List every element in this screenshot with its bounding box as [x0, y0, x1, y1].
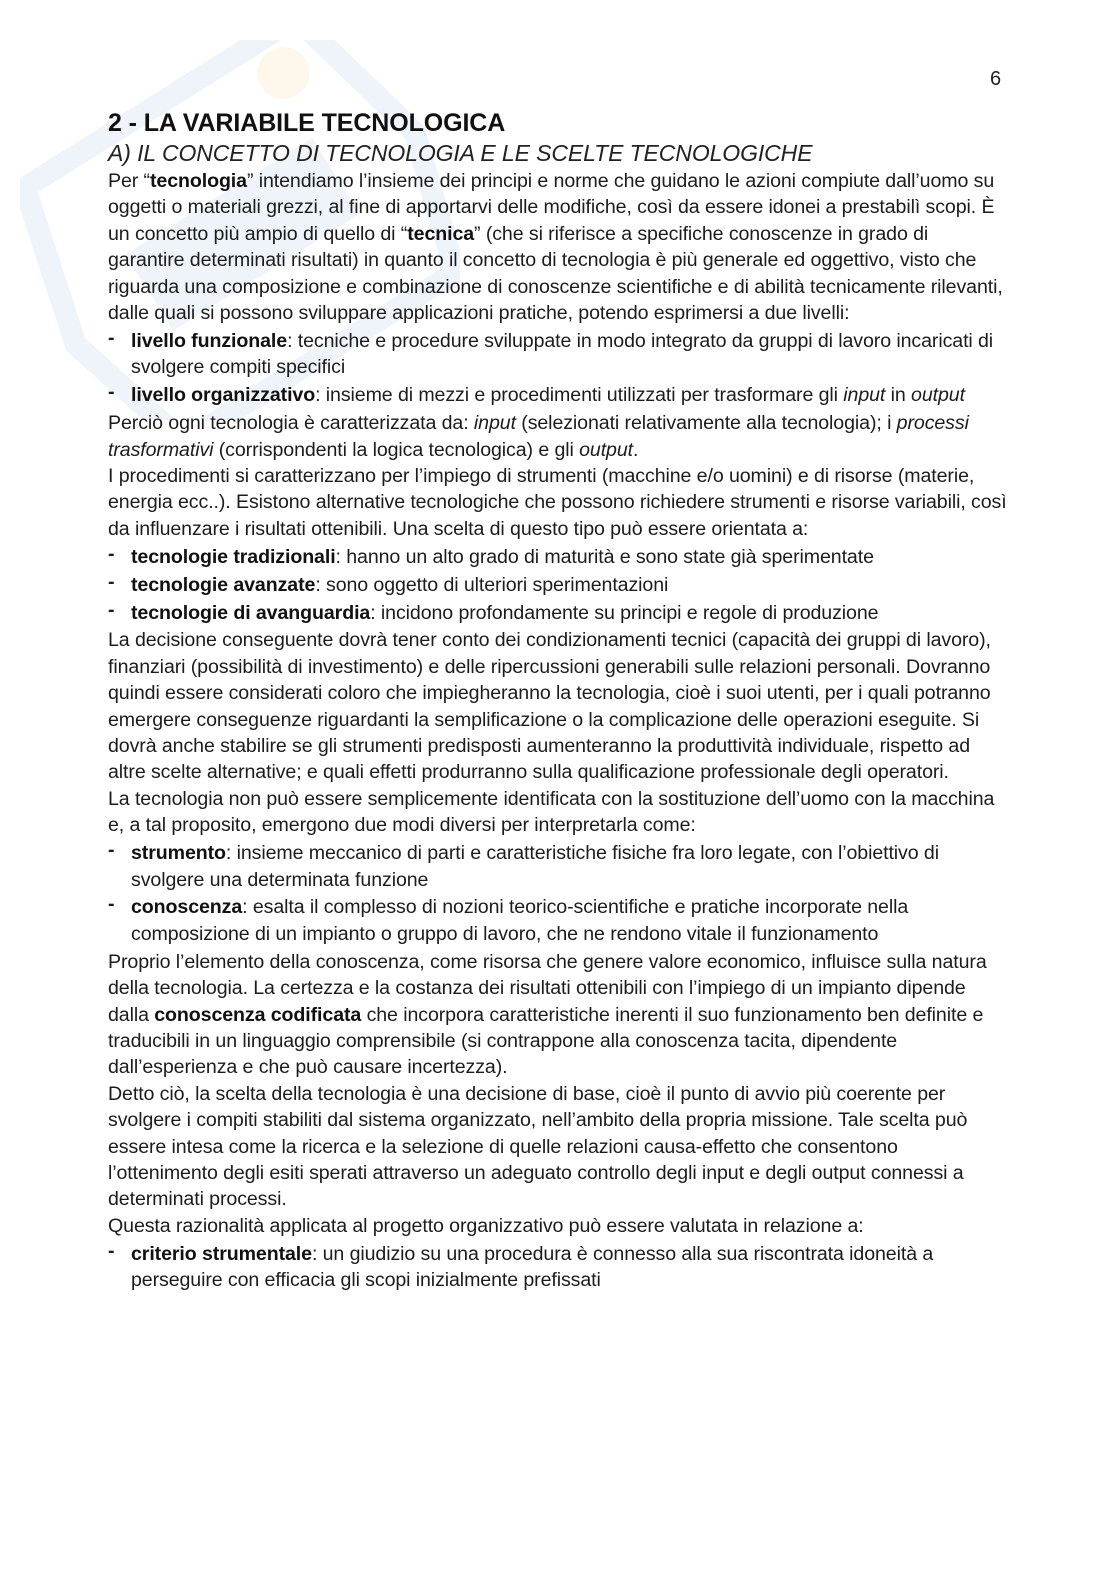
modes-list — [108, 840, 1008, 947]
page-number: 6 — [990, 68, 1002, 90]
document-body — [108, 108, 1008, 1295]
basic-decision-paragraph: Detto ciò, la scelta della tecnologia è una decisione di base, cioè il punto di avvio più coerente per svolgere i compiti stabiliti dal sistema organizzato, nell’ambito della propria missione. Tale scelta può essere intesa come la ricerca e la selezione di quelle relazioni causa-effetto che consentono l’ottenimento degli esiti sperati attraverso un adeguato controllo degli input e degli output connessi a determinati processi. — [108, 1082, 968, 1211]
list-item: - livello funzionale: tecniche e procedure sviluppate in modo integrato da gruppi di lavoro incaricati di svolgere compiti specifici — [108, 328, 1008, 381]
list-item: - strumento: insieme meccanico di parti e caratteristiche fisiche fra loro legate, con l’obiettivo di svolgere una determinata funzione — [108, 840, 1008, 893]
list-item: - tecnologie avanzate: sono oggetto di ulteriori sperimentazioni — [108, 572, 1008, 598]
term-tecnologia: tecnologia — [149, 170, 247, 192]
levels-list — [108, 328, 1008, 409]
section-subtitle: A) IL CONCETTO DI TECNOLOGIA E LE SCELTE TECNOLOGICHE — [108, 140, 813, 166]
criteria-list — [108, 1241, 1008, 1294]
intro-paragraph: Per “tecnologia” intendiamo l’insieme dei principi e norme che guidano le azioni compiute dall’uomo su oggetti o materiali grezzi, al fine di apportarvi delle modifiche, così da essere idonei a prestabilì scopi. È un concetto più ampio di quello di “tecnica” (che si riferisce a specifiche conoscenze in grado di garantire determinati risultati) in quanto il concetto di tecnologia è più generale ed oggettivo, visto che riguarda una composizione e combinazione di conoscenze scientifiche e di abilità tecnicamente rilevanti, dalle quali si possono sviluppare applicazioni pratiche, potendo esprimersi a due livelli: — [108, 170, 1003, 325]
list-item: - conoscenza: esalta il complesso di nozioni teorico-scientifiche e pratiche incorporate nella composizione di un impianto o gruppo di lavoro, che ne rendono vitale il funzionamento — [108, 894, 1008, 947]
interpretation-paragraph: La tecnologia non può essere semplicemente identificata con la sostituzione dell’uomo con la macchina e, a tal proposito, emergono due modi diversi per interpretarla come: — [108, 787, 995, 837]
rationality-paragraph: Questa razionalità applicata al progetto organizzativo può essere valutata in relazione a: — [108, 1214, 864, 1237]
section-title: 2 - LA VARIABILE TECNOLOGICA — [108, 109, 506, 137]
tech-types-list — [108, 544, 1008, 626]
list-item: - tecnologie di avanguardia: incidono profondamente su principi e regole di produzione — [108, 600, 1008, 626]
knowledge-paragraph: Proprio l’elemento della conoscenza, come risorsa che genere valore economico, influisce sulla natura della tecnologia. La certezza e la costanza dei risultati ottenibili con l’impiego di un impianto dipende dalla conoscenza codificata che incorpora caratteristiche inerenti il suo funzionamento ben definite e traducibili in un linguaggio comprensibile (si contrappone alla conoscenza tacita, dipendente dall’esperienza e che può causare incertezza). — [108, 950, 987, 1079]
characterization-paragraph: Perciò ogni tecnologia è caratterizzata da: input (selezionati relativamente alla tecnologia); i processi trasformativi (corrispondenti la logica tecnologica) e gli output. — [108, 412, 969, 461]
list-item: - criterio strumentale: un giudizio su una procedura è connesso alla sua riscontrata idoneità a perseguire con efficacia gli scopi inizialmente prefissati — [108, 1241, 1008, 1294]
list-item: - tecnologie tradizionali: hanno un alto grado di maturità e sono state già sperimentate — [108, 544, 1008, 570]
term-tecnica: tecnica — [407, 222, 475, 245]
procedures-paragraph: I procedimenti si caratterizzano per l’impiego di strumenti (macchine e/o uomini) e di risorse (materie, energia ecc..). Esistono alternative tecnologiche che possono richiedere strumenti e risorse variabili, così da influenzare i risultati ottenibili. Una scelta di questo tipo può essere orientata a: — [108, 464, 1007, 540]
decision-paragraph: La decisione conseguente dovrà tener conto dei condizionamenti tecnici (capacità dei gruppi di lavoro), finanziari (possibilità di investimento) e delle ripercussioni generabili sulle relazioni personali. Dovranno quindi essere considerati coloro che impiegheranno la tecnologia, cioè i suoi utenti, per i quali potranno emergere conseguenze riguardanti la semplificazione o la complicazione delle operazioni eseguite. Si dovrà anche stabilire se gli strumenti predisposti aumenteranno la produttività individuale, rispetto ad altre scelte alternative; e quali effetti produrranno sulla qualificazione professionale degli operatori. — [108, 629, 991, 784]
list-item: - livello organizzativo: insieme di mezzi e procedimenti utilizzati per trasformare gli input in output — [108, 382, 1008, 408]
term-conoscenza-codificata: conoscenza codificata — [154, 1003, 362, 1026]
